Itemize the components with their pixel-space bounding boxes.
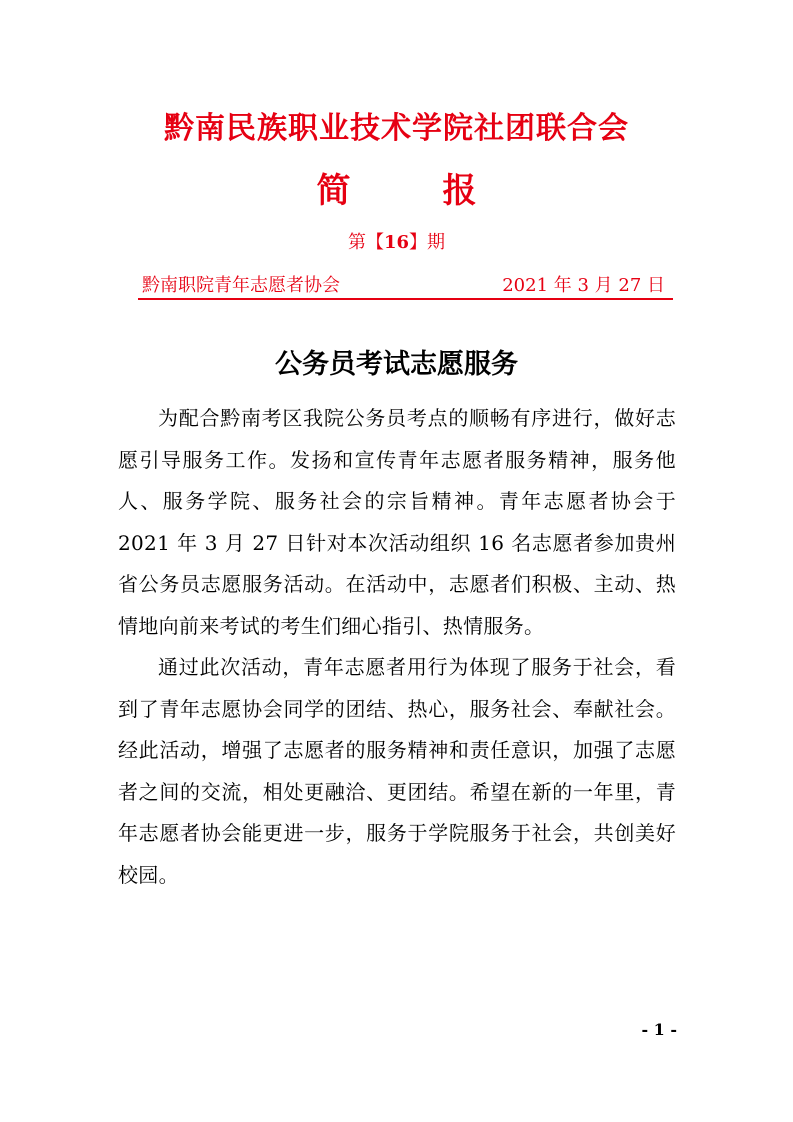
org-title: 黔南民族职业技术学院社团联合会 [164,111,629,146]
issuer: 黔南职院青年志愿者协会 [142,275,340,296]
issue-suffix: 】期 [409,232,446,253]
issue-line [0,228,793,254]
paragraph-1: 为配合黔南考区我院公务员考点的顺畅有序进行，做好志愿引导服务工作。发扬和宣传青年志愿者服务精神，服务他人、服务学院、服务社会的宗旨精神。青年志愿者协会于 2021 年 3 月 27 日针对本次活动组织 16 名志愿者参加贵州省公务员志愿服务活动。在活动中，志愿者们积极、主动、热情地向前来考试的考生们细心指引、热情服务。 [118,406,676,638]
article-title: 公务员考试志愿服务 [275,349,518,380]
issue-date: 2021 年 3 月 27 日 [502,275,665,296]
brief-title [0,163,793,212]
issue-prefix: 第【 [347,232,384,253]
paragraph-2: 通过此次活动，青年志愿者用行为体现了服务于社会，看到了青年志愿协会同学的团结、热心，服务社会、奉献社会。经此活动，增强了志愿者的服务精神和责任意识，加强了志愿者之间的交流，相处更融洽、更团结。希望在新的一年里，青年志愿者协会能更进一步，服务于学院服务于社会，共创美好校园。 [118,655,676,887]
article-body [118,398,676,896]
brief-char-1: 简 [316,171,351,211]
page-number: - 1 - [641,1020,677,1039]
issue-number: 16 [383,232,410,253]
brief-char-2: 报 [442,171,477,211]
red-divider [138,298,673,300]
